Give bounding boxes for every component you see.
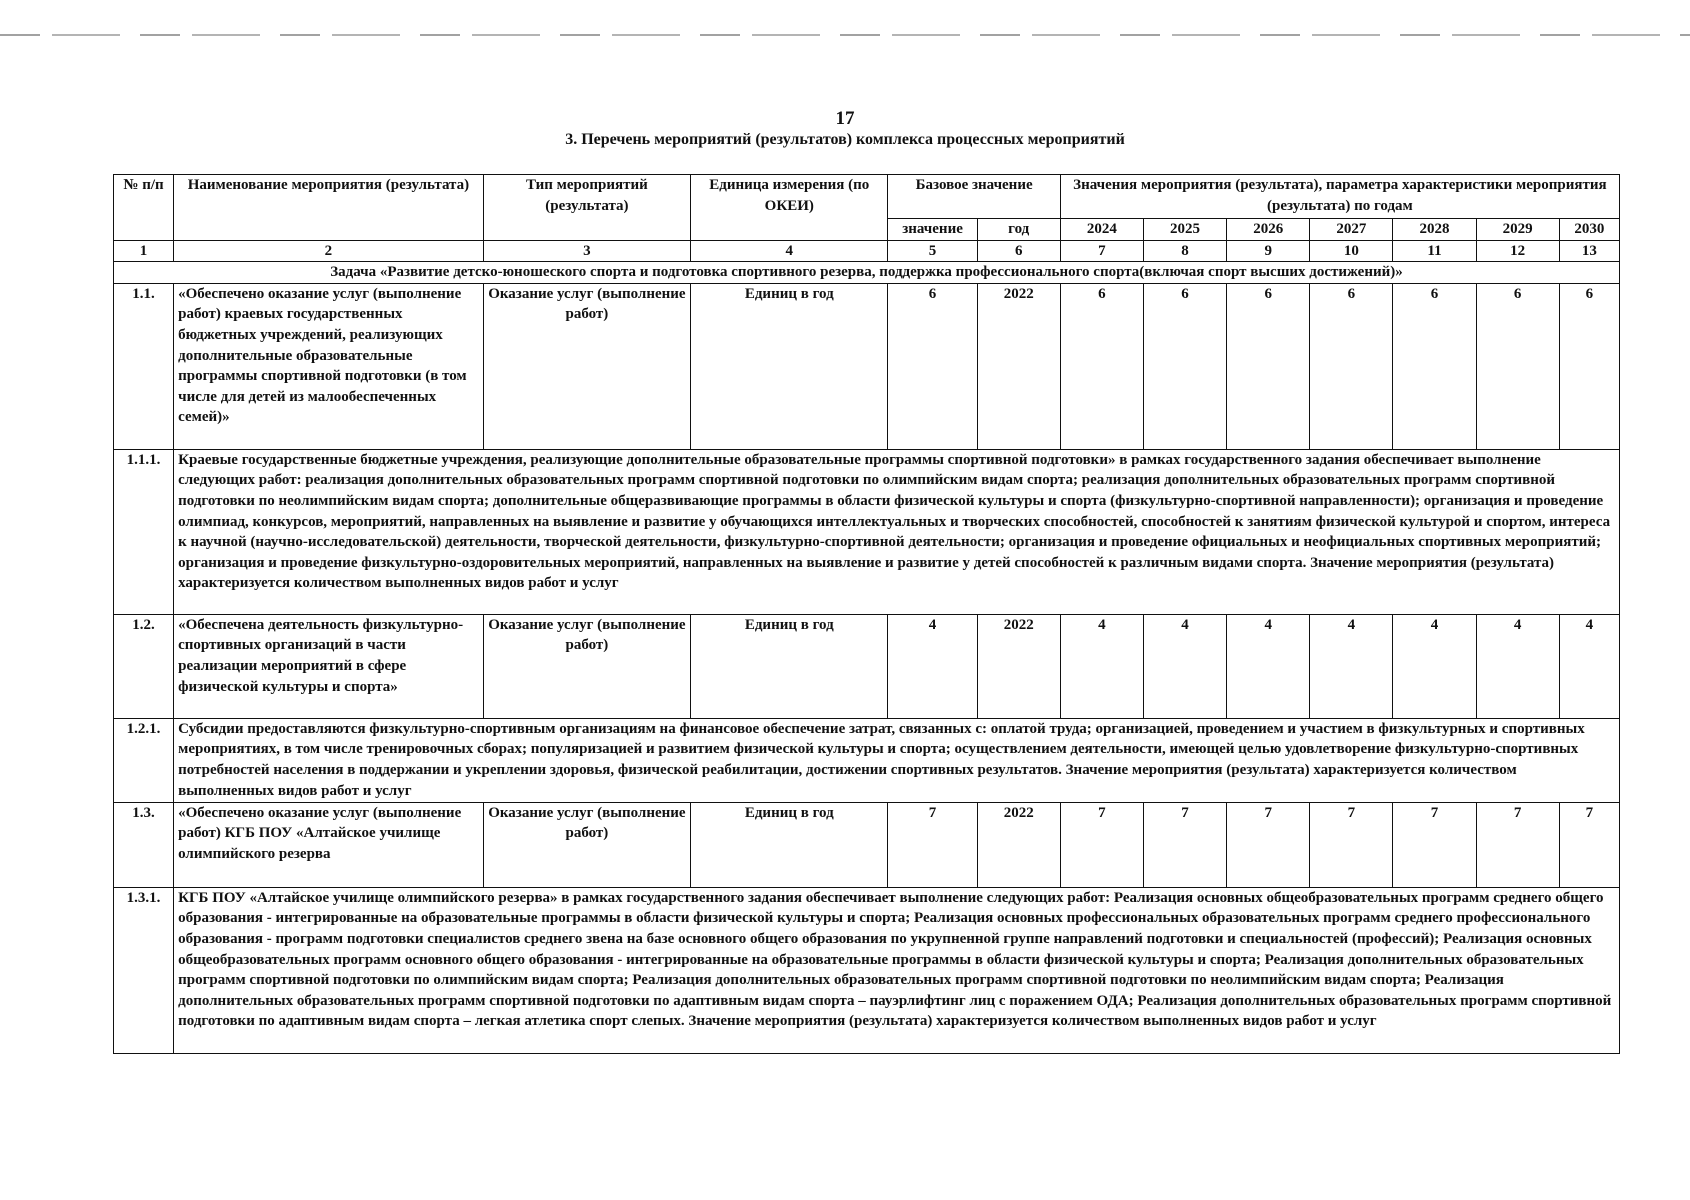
column-index: 2: [174, 240, 484, 262]
description-text: Субсидии предоставляются физкультурно-спортивным организациям на финансовое обеспечение затрат, связанных с: оплатой труда; организацией, проведением и участием в физкультурных и спортивных мероприятиях, в том числе тренировочных сборах; популяризацией и развитием физической культуры и спорта; осуществлением деятельности, имеющей целью удовлетворение физкультурно-спортивных потребностей населения в поддержании и укреплении здоровья, физической реабилитации, достижении спортивных результатов. Значение мероприятия (результата) характеризуется количеством выполненных видов работ и услуг: [174, 718, 1620, 802]
row-year-value: 6: [1227, 283, 1310, 449]
column-index-row: [114, 240, 1620, 262]
row-year-value: 7: [1393, 802, 1476, 887]
table-row: [114, 802, 1620, 887]
column-index: 11: [1393, 240, 1476, 262]
document-title: 3. Перечень мероприятий (результатов) комплекса процессных мероприятий: [565, 131, 1125, 148]
row-year-value: 6: [1143, 283, 1226, 449]
header-year: 2025: [1143, 219, 1226, 241]
row-unit: Единиц в год: [691, 802, 888, 887]
row-year-value: 6: [1393, 283, 1476, 449]
activities-table: [113, 174, 1620, 1054]
header-year: 2027: [1310, 219, 1393, 241]
column-index: 3: [483, 240, 690, 262]
column-index: 9: [1227, 240, 1310, 262]
page-number: 17: [835, 108, 855, 129]
task-row: [114, 262, 1620, 284]
header-year: 2030: [1559, 219, 1619, 241]
row-year-value: 7: [1310, 802, 1393, 887]
row-year-value: 4: [1476, 614, 1559, 718]
column-index: 8: [1143, 240, 1226, 262]
row-unit: Единиц в год: [691, 283, 888, 449]
header-year: 2024: [1060, 219, 1143, 241]
header-type: Тип мероприятий (результата): [483, 175, 690, 241]
row-type: Оказание услуг (выполнение работ): [483, 614, 690, 718]
row-year-value: 7: [1060, 802, 1143, 887]
row-base-year: 2022: [977, 802, 1060, 887]
row-year-value: 7: [1476, 802, 1559, 887]
task-heading: Задача «Развитие детско-юношеского спорта и подготовка спортивного резерва, поддержка профессионального спорта(включая спорт высших достижений)»: [114, 262, 1620, 284]
row-year-value: 6: [1060, 283, 1143, 449]
row-base-year: 2022: [977, 614, 1060, 718]
column-index: 12: [1476, 240, 1559, 262]
description-row: [114, 449, 1620, 614]
description-text: КГБ ПОУ «Алтайское училище олимпийского резерва» в рамках государственного задания обеспечивает выполнение следующих работ: Реализация основных общеобразовательных программ среднего общего образования - интегрированные на образовательные программы в области физической культуры и спорта; Реализация основных профессиональных образовательных программ среднего профессионального образования - программ подготовки специалистов среднего звена на базе основного общего образования по укрупненной группе направлений подготовки и специальностей (профессий); Реализация основных общеобразовательных программ основного общего образования - интегрированные на образовательные программы в области физической культуры и спорта; Реализация дополнительных образовательных программ спортивной подготовки по олимпийским видам спорта; Реализация дополнительных образовательных программ спортивной подготовки по неолимпийским видам спорта; Реализация дополнительных образовательных программ спортивной подготовки по адаптивным видам спорта – пауэрлифтинг лиц с поражением ОДА; Реализация дополнительных образовательных программ спортивной подготовки по адаптивным видам спорта – легкая атлетика спорт слепых. Значение мероприятия (результата) характеризуется количеством выполненных видов работ и услуг: [174, 887, 1620, 1053]
header-values: Значения мероприятия (результата), параметра характеристики мероприятия (результата) по годам: [1060, 175, 1619, 219]
column-index: 13: [1559, 240, 1619, 262]
row-year-value: 6: [1559, 283, 1619, 449]
header-year: 2026: [1227, 219, 1310, 241]
row-year-value: 7: [1143, 802, 1226, 887]
row-year-value: 4: [1559, 614, 1619, 718]
table-row: [114, 614, 1620, 718]
header-unit: Единица измерения (по ОКЕИ): [691, 175, 888, 241]
description-number: 1.2.1.: [114, 718, 174, 802]
row-base-year: 2022: [977, 283, 1060, 449]
row-number: 1.3.: [114, 802, 174, 887]
row-year-value: 7: [1227, 802, 1310, 887]
column-index: 1: [114, 240, 174, 262]
header-row-main: [114, 175, 1620, 219]
header-year: 2029: [1476, 219, 1559, 241]
row-base-value: 7: [888, 802, 977, 887]
header-base-value: значение: [888, 219, 977, 241]
row-base-value: 6: [888, 283, 977, 449]
row-number: 1.1.: [114, 283, 174, 449]
scan-artifact-line: [0, 34, 1690, 36]
column-index: 4: [691, 240, 888, 262]
row-year-value: 4: [1143, 614, 1226, 718]
header-base: Базовое значение: [888, 175, 1060, 219]
row-year-value: 6: [1310, 283, 1393, 449]
row-name: «Обеспечено оказание услуг (выполнение работ) КГБ ПОУ «Алтайское училище олимпийского резерва: [174, 802, 484, 887]
row-year-value: 6: [1476, 283, 1559, 449]
description-row: [114, 887, 1620, 1053]
description-row: [114, 718, 1620, 802]
row-year-value: 4: [1060, 614, 1143, 718]
row-year-value: 4: [1393, 614, 1476, 718]
row-year-value: 4: [1227, 614, 1310, 718]
column-index: 10: [1310, 240, 1393, 262]
description-number: 1.1.1.: [114, 449, 174, 614]
row-year-value: 7: [1559, 802, 1619, 887]
row-name: «Обеспечено оказание услуг (выполнение работ) краевых государственных бюджетных учреждений, реализующих дополнительные образовательные программы спортивной подготовки (в том числе для детей из малообеспеченных семей)»: [174, 283, 484, 449]
header-name: Наименование мероприятия (результата): [174, 175, 484, 241]
header-num: № п/п: [114, 175, 174, 241]
column-index: 7: [1060, 240, 1143, 262]
row-year-value: 4: [1310, 614, 1393, 718]
row-number: 1.2.: [114, 614, 174, 718]
row-type: Оказание услуг (выполнение работ): [483, 283, 690, 449]
header-base-year: год: [977, 219, 1060, 241]
table-row: [114, 283, 1620, 449]
row-unit: Единиц в год: [691, 614, 888, 718]
description-text: Краевые государственные бюджетные учреждения, реализующие дополнительные образовательные программы спортивной подготовки» в рамках государственного задания обеспечивает выполнение следующих работ: реализация дополнительных образовательных программ спортивной подготовки по олимпийским видам спорта; реализация дополнительных образовательных программ спортивной подготовки по неолимпийским видам спорта; дополнительные общеразвивающие программы в области физической культуры и спорта (физкультурно-спортивной направленности); организация и проведение олимпиад, конкурсов, мероприятий, направленных на выявление и развитие у обучающихся интеллектуальных и творческих способностей, способностей к занятиям физической культурой и спортом, интереса к научной (научно-исследовательской) деятельности, творческой деятельности, физкультурно-спортивной деятельности; организация и проведение официальных и неофициальных спортивных мероприятий; организация и проведение физкультурно-оздоровительных мероприятий, направленных на выявление и развитие у детей способностей к различным видами спорта. Значение мероприятия (результата) характеризуется количеством выполненных видов работ и услуг: [174, 449, 1620, 614]
column-index: 6: [977, 240, 1060, 262]
column-index: 5: [888, 240, 977, 262]
row-type: Оказание услуг (выполнение работ): [483, 802, 690, 887]
row-name: «Обеспечена деятельность физкультурно-спортивных организаций в части реализации мероприятий в сфере физической культуры и спорта»: [174, 614, 484, 718]
header-year: 2028: [1393, 219, 1476, 241]
row-base-value: 4: [888, 614, 977, 718]
description-number: 1.3.1.: [114, 887, 174, 1053]
